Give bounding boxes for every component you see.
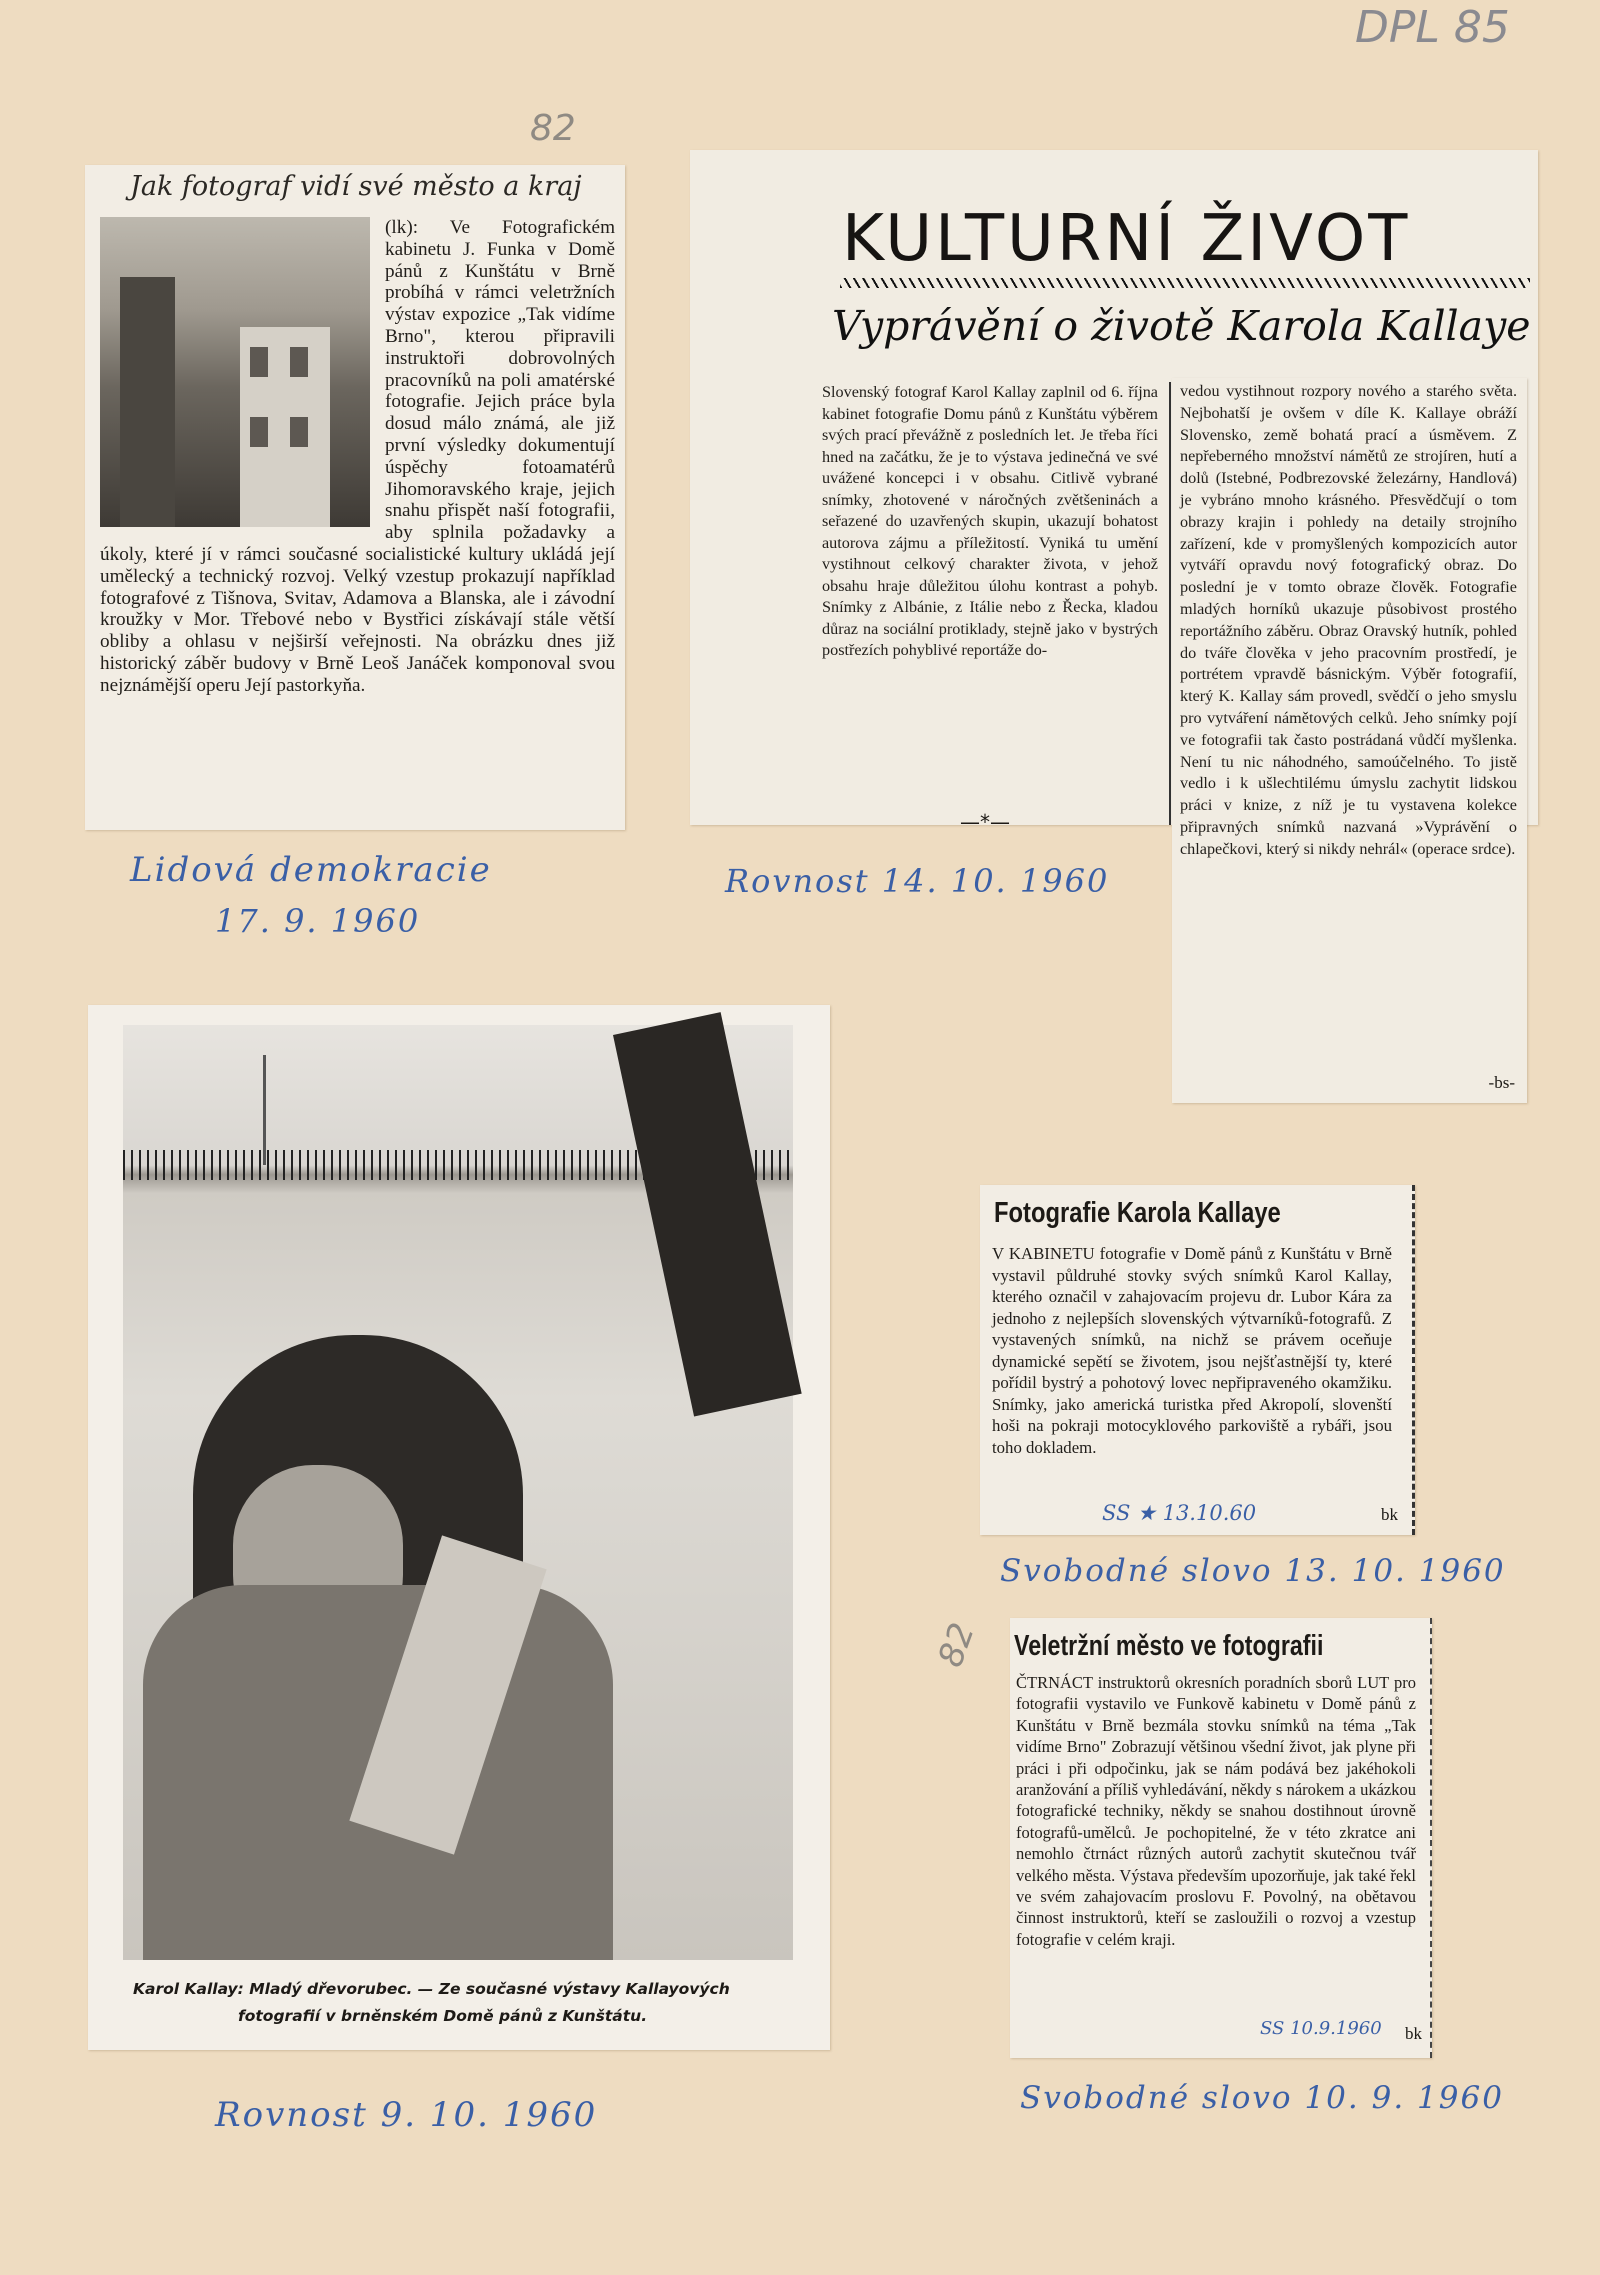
page-number-right: 82 bbox=[930, 1617, 983, 1673]
masthead: KULTURNÍ ŽIVOT bbox=[842, 202, 1411, 276]
clipping-veletrzni-mesto bbox=[1010, 1618, 1432, 2058]
article-title: Vyprávění o životě Karola Kallaye bbox=[832, 302, 1531, 350]
handwritten-source-4: Svobodné slovo 13. 10. 1960 bbox=[1000, 1553, 1506, 1589]
clipping-kulturni-zivot-column-2 bbox=[1172, 378, 1527, 1103]
handwritten-source-2: Rovnost 14. 10. 1960 bbox=[725, 862, 1110, 900]
clipping-stamp: SS 10.9.1960 bbox=[1260, 2018, 1382, 2039]
clipping-text: ČTRNÁCT instruktorů okresních poradních sborů LUT pro fotografii vystavilo ve Funkově kabinetu v Domě pánů z Kunštátu v Brně bezmála stovku snímků na téma „Tak vidíme Brno" Zobrazují většinou všední život, jak plyne při práci i při odpočinku, jak se nám podává bez jakéhokoli aranžování a příliš vyhledávání, někdy s nárokem a ukázkou fotografické techniky, někdy se snahou dostihnout úrovně fotografů-umělců. Je pochopitelné, že v této zkratce ani nemohlo čtrnáct různých autorů zachytit skutečnou tvář velkého města. Výstava především upozorňuje, jak také řekl ve svém zahajovacím proslovu F. Povolný, na obětavou činnost instruktorů, kteří se zasloužili o rozvoj a vzestup fotografie v celém kraji. bbox=[1016, 1673, 1416, 1949]
clipping-text: (lk): Ve Fotografickém kabinetu J. Funka v Domě pánů z Kunštátu v Brně probíhá v rámci veletržních výstav expozice „Tak vidíme Brno", kterou připravili instruktoři dobrovolných pracovníků na poli amatérské fotografie. Jejich práce byla dosud málo známá, ale již první výsledky dokumentují úspěchy fotoamatérů Jihomoravského kraje, jejich snahu přispět naší fotografii, aby splnila požadavky a úkoly, které jí v rámci současné socialistické kultury ukládá její umělecký a technický rozvoj. Velký vzestup prokazují například fotografové z Tišnova, Svitav, Adamova a Blanska, ale i závodní kroužky v Mor. Třebové nebo v Bystřici získávají stále větší obliby a ohlasu v nejširší veřejnosti. Na obrázku dnes již historický záběr budovy v Brně Leoš Janáček komponoval svou nejznámější operu Její pastorkyňa. bbox=[100, 217, 615, 696]
article-separator: —*— bbox=[960, 810, 1010, 825]
photo-caption-line-1: Karol Kallay: Mladý dřevorubec. — Ze současné výstavy Kallayových bbox=[133, 1980, 730, 1998]
article-signature: -bs- bbox=[1488, 1073, 1515, 1092]
clipping-jak-fotograf bbox=[85, 165, 625, 830]
page-number-left: 82 bbox=[530, 108, 576, 149]
woodcutter-photo bbox=[123, 1025, 793, 1960]
handwritten-source-3: Rovnost 9. 10. 1960 bbox=[215, 2095, 598, 2135]
clipping-title: Veletržní město ve fotografii bbox=[1014, 1630, 1324, 1662]
clipping-title: Fotografie Karola Kallaye bbox=[994, 1197, 1281, 1229]
clipping-stamp: SS ★ 13.10.60 bbox=[1102, 1501, 1257, 1525]
clipping-title: Jak fotograf vidí své město a kraj bbox=[130, 171, 582, 202]
archive-mark: DPL 85 bbox=[1355, 2, 1510, 53]
clipping-text: V KABINETU fotografie v Domě pánů z Kunštátu v Brně vystavil půldruhé stovky svých snímků Karol Kallay, kterého označil v zahajovacím projevu dr. Lubor Kára za jednoho z nejlepších slovenských výtvarníků-fotografů. Z vystavených snímků, na nichž se právem oceňuje dynamické sepětí se životem, jsou nejšťastnější ty, které pořídil bystrý a pohotový lovec nepřipraveného okamžiku. Snímky, jako americká turistka před Akropolí, slovenští hoši na pokraji motocyklového parkoviště a rybáři, jsou toho dokladem. bbox=[992, 1244, 1392, 1457]
handwritten-source-5: Svobodné slovo 10. 9. 1960 bbox=[1020, 2080, 1504, 2116]
clipping-signature: bk bbox=[1381, 1505, 1398, 1524]
handwritten-date-1: 17. 9. 1960 bbox=[215, 902, 421, 940]
masthead-wave-rule bbox=[840, 278, 1530, 288]
clipping-photo-drevorubec bbox=[88, 1005, 830, 2050]
clipping-fotografie-kallaye bbox=[980, 1185, 1415, 1535]
article-column-2: vedou vystihnout rozpory nového a starého světa. Nejbohatší je ovšem v díle K. Kallaye obráží Slovensko, země bohatá prací a úsměvem. Z nepřeberného množství námětů ze strojíren, hutí a dolů (Istebné, Podbrezovské železárny, Handlová) je vybráno mnoho krásného. Přesvědčují o tom obrazy krajin i pohledy na detaily strojního zařízení, kde v promyšlených kompozicích autor vytváří opravdu nový fotografický obraz. Do poslední je v tomto obraze člověk. Fotografie mladých horníků ukazuje působivost prostého reportážního záběru. Obraz Oravský hutník, pohled do tváře člověka v jeho pracovním prostředí, je portrétem vpravdě básnickým. Výběr fotografií, který K. Kallay sám provedl, svědčí o jeho smyslu pro vytváření námětových celků. Jeho snímky pojí ve fotografii tak často postrádaná vůdčí myšlenka. Není tu nic náhodného, samoúčelného. To jistě vedlo i k ušlechtilému úmyslu zachytit lidskou práci v knize, z níž je tu vystavena kolekce připravných snímků nazvaná »Vyprávění o chlapečkovi, který si nikdy nehrál« (operace srdce). bbox=[1180, 382, 1517, 858]
photo-caption-line-2: fotografií v brněnském Domě pánů z Kunštátu. bbox=[238, 2007, 648, 2025]
article-column-1: Slovenský fotograf Karol Kallay zaplnil od 6. října kabinet fotografie Domu pánů z Kunštátu výběrem svých prací převážně z posledních let. Je třeba říci hned na začátku, že je to výstava jedinečná ve své uvážené koncepci i v obsahu. Citlivě vybrané snímky, zhotovené v náročných zvětšeninách a seřazené do uzavřených skupin, ukazují bohatost autorova zájmu a příležitostí. Vyniká tu umění vystihnout celkový charakter života, v jehož obsahu hraje důležitou úlohu kontrast a pohyb. Snímky z Albánie, z Itálie nebo z Řecka, kladou důraz na sociální protiklady, stejně jako v bystrých postřezích pohyblivé reportáže do- bbox=[822, 383, 1158, 659]
clipping-signature: bk bbox=[1405, 2024, 1422, 2043]
handwritten-source-1: Lidová demokracie bbox=[130, 850, 492, 890]
column-divider bbox=[1169, 382, 1171, 825]
